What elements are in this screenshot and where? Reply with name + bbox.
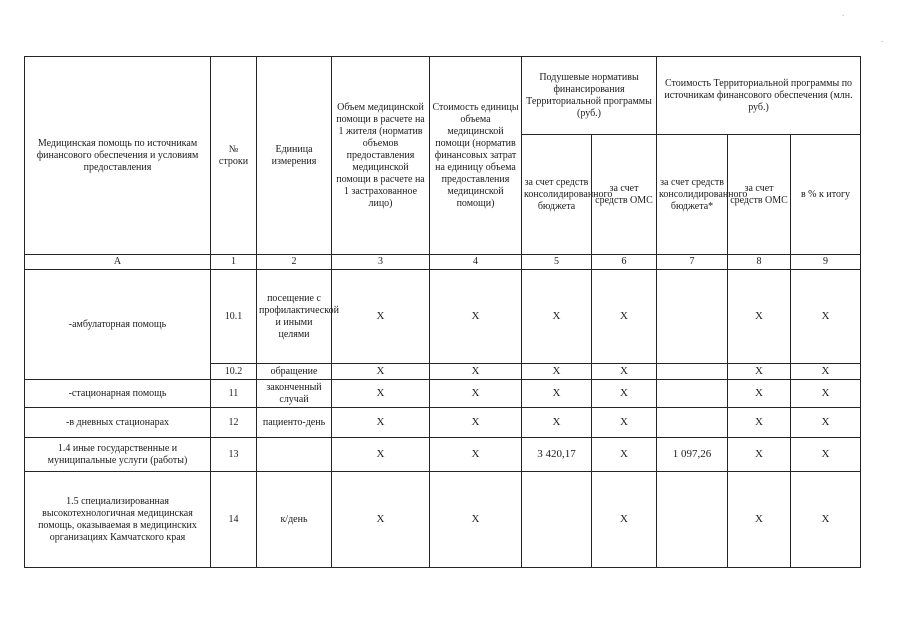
cell-col-3: Х bbox=[332, 408, 430, 438]
cell-col-9: Х bbox=[791, 472, 861, 568]
cell-col-8: Х bbox=[728, 408, 791, 438]
row-unit: пациенто-день bbox=[257, 408, 332, 438]
cell-col-8: Х bbox=[728, 364, 791, 380]
table-row bbox=[25, 408, 861, 438]
header-col-9: в % к итогу bbox=[791, 135, 861, 255]
cell-col-6: Х bbox=[592, 270, 657, 364]
row-number: 13 bbox=[211, 438, 257, 472]
table-row bbox=[25, 472, 861, 568]
row-unit bbox=[257, 438, 332, 472]
row-unit: обращение bbox=[257, 364, 332, 380]
header-col-2: Единица измерения bbox=[257, 57, 332, 255]
scan-speck: · bbox=[881, 38, 884, 46]
row-number: 11 bbox=[211, 380, 257, 408]
row-name: 1.5 специализированная высокотехнологичная медицинская помощь, оказываемая в медицинских организациях Камчатского края bbox=[25, 472, 211, 568]
col-number: 5 bbox=[522, 255, 592, 270]
row-number: 10.2 bbox=[211, 364, 257, 380]
cell-col-4: Х bbox=[430, 270, 522, 364]
cell-col-7 bbox=[657, 380, 728, 408]
cell-col-5: Х bbox=[522, 380, 592, 408]
header-col-3: Объем медицинской помощи в расчете на 1 жителя (норматив объемов предоставления медицинской помощи в расчете на 1 застрахованное лицо) bbox=[332, 57, 430, 255]
header-group-cost: Стоимость Территориальной программы по источникам финансового обеспечения (млн. руб.) bbox=[657, 57, 861, 135]
header-col-4: Стоимость единицы объема медицинской помощи (норматив финансовых затрат на единицу объема предоставления медицинской помощи) bbox=[430, 57, 522, 255]
cell-col-8: Х bbox=[728, 270, 791, 364]
column-number-row bbox=[25, 255, 861, 270]
cell-col-9: Х bbox=[791, 270, 861, 364]
table-row bbox=[25, 270, 861, 364]
cell-col-5: Х bbox=[522, 408, 592, 438]
cell-col-3: Х bbox=[332, 438, 430, 472]
cell-col-5: Х bbox=[522, 270, 592, 364]
cell-col-6: Х bbox=[592, 364, 657, 380]
col-number: 6 bbox=[592, 255, 657, 270]
cell-col-4: Х bbox=[430, 408, 522, 438]
col-number: 1 bbox=[211, 255, 257, 270]
cell-col-4: Х bbox=[430, 472, 522, 568]
cell-col-3: Х bbox=[332, 364, 430, 380]
cell-col-3: Х bbox=[332, 380, 430, 408]
row-name: 1.4 иные государственные и муниципальные услуги (работы) bbox=[25, 438, 211, 472]
header-col-7: за счет средств консолидированного бюджета* bbox=[657, 135, 728, 255]
scan-speck: · bbox=[842, 12, 845, 20]
header-group-per-capita: Подушевые нормативы финансирования Территориальной программы (руб.) bbox=[522, 57, 657, 135]
cell-col-7: 1 097,26 bbox=[657, 438, 728, 472]
col-number: 8 bbox=[728, 255, 791, 270]
cell-col-3: Х bbox=[332, 270, 430, 364]
financing-table bbox=[24, 56, 861, 568]
cell-col-9: Х bbox=[791, 408, 861, 438]
col-number: А bbox=[25, 255, 211, 270]
cell-col-9: Х bbox=[791, 380, 861, 408]
row-unit: законченный случай bbox=[257, 380, 332, 408]
cell-col-8: Х bbox=[728, 380, 791, 408]
col-number: 3 bbox=[332, 255, 430, 270]
col-number: 2 bbox=[257, 255, 332, 270]
row-unit: к/день bbox=[257, 472, 332, 568]
row-number: 10.1 bbox=[211, 270, 257, 364]
cell-col-4: Х bbox=[430, 380, 522, 408]
row-unit: посещение с профилактической и иными целями bbox=[257, 270, 332, 364]
col-number: 4 bbox=[430, 255, 522, 270]
cell-col-7 bbox=[657, 408, 728, 438]
cell-col-9: Х bbox=[791, 438, 861, 472]
cell-col-6: Х bbox=[592, 380, 657, 408]
cell-col-9: Х bbox=[791, 364, 861, 380]
table-row bbox=[25, 438, 861, 472]
col-number: 9 bbox=[791, 255, 861, 270]
header-col-1: № строки bbox=[211, 57, 257, 255]
header-col-a: Медицинская помощь по источникам финансового обеспечения и условиям предоставления bbox=[25, 57, 211, 255]
header-row-1 bbox=[25, 57, 861, 135]
cell-col-7 bbox=[657, 270, 728, 364]
cell-col-8: Х bbox=[728, 438, 791, 472]
cell-col-5 bbox=[522, 472, 592, 568]
row-name: -в дневных стационарах bbox=[25, 408, 211, 438]
cell-col-4: Х bbox=[430, 438, 522, 472]
cell-col-5: Х bbox=[522, 364, 592, 380]
cell-col-8: Х bbox=[728, 472, 791, 568]
row-name: -амбулаторная помощь bbox=[25, 270, 211, 380]
cell-col-7 bbox=[657, 364, 728, 380]
header-col-5: за счет средств консолидированного бюджета bbox=[522, 135, 592, 255]
row-number: 12 bbox=[211, 408, 257, 438]
cell-col-5: 3 420,17 bbox=[522, 438, 592, 472]
cell-col-6: Х bbox=[592, 408, 657, 438]
row-name: -стационарная помощь bbox=[25, 380, 211, 408]
cell-col-4: Х bbox=[430, 364, 522, 380]
cell-col-6: Х bbox=[592, 472, 657, 568]
table-row bbox=[25, 380, 861, 408]
row-number: 14 bbox=[211, 472, 257, 568]
col-number: 7 bbox=[657, 255, 728, 270]
header-col-6: за счет средств ОМС bbox=[592, 135, 657, 255]
cell-col-7 bbox=[657, 472, 728, 568]
cell-col-6: Х bbox=[592, 438, 657, 472]
cell-col-3: Х bbox=[332, 472, 430, 568]
header-col-8: за счет средств ОМС bbox=[728, 135, 791, 255]
